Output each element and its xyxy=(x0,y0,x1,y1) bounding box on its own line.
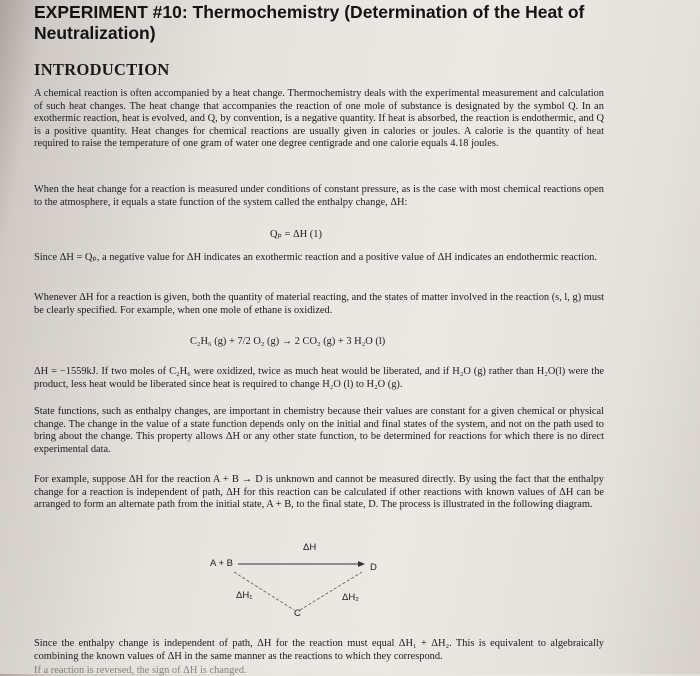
node-a-plus-b: A + B xyxy=(210,558,233,569)
paragraph-path-independence: Since the enthalpy change is independent of path, ΔH for the reaction must equal ΔH₁ + ΔH₂. This is equivalent to algebraically combining the known values of ΔH in the same manner as the reactions to which they correspond. xyxy=(34,638,604,662)
paragraph-heat-change: A chemical reaction is often accompanied by a heat change. Thermochemistry deals with the experimental measurement and calculation of such heat changes. The heat change that accompanies the reaction of one mole of substance is designated by the symbol Q. In an exothermic reaction, heat is evolved, and Q, by convention, is a negative quantity. If heat is absorbed, the reaction is endothermic, and Q is a positive quantity. Heat changes for chemical reactions are usually given in calories or joules. A calorie is the quantity of heat required to raise the temperature of one gram of water one degree centigrade and one calorie equals 4.18 joules. xyxy=(34,88,604,150)
direct-path-arrowhead xyxy=(358,561,365,567)
paragraph-ethane-example: ΔH = −1559kJ. If two moles of C₂H₆ were oxidized, twice as much heat would be liberated, and if H₂O (g) rather than H₂O(l) were the product, less heat would be liberated since heat is required to change H₂O (l) to H₂O (g). xyxy=(34,366,604,390)
delta-h1-label: ΔH₁ xyxy=(236,590,253,601)
path-from-c-line xyxy=(300,572,362,610)
section-heading: INTRODUCTION xyxy=(34,60,170,79)
paragraph-enthalpy: When the heat change for a reaction is measured under conditions of constant pressure, as is the case with most chemical reactions open to the atmosphere, it equals a state function of the system called the enthalpy change, ΔH: xyxy=(34,184,604,208)
node-d: D xyxy=(370,562,377,573)
paragraph-hess-example: For example, suppose ΔH for the reaction A + B → D is unknown and cannot be measured directly. By using the fact that the enthalpy change for a reaction is independent of path, ΔH for this reaction can be calculated if other reactions with known values of ΔH can be arranged to form an alternate path from the initial state, A + B, to the final state, D. The process is illustrated in the following diagram. xyxy=(34,474,604,511)
paragraph-state-functions: State functions, such as enthalpy changes, are important in chemistry because their values are constant for a given chemical or physical change. The change in the value of a state function depends only on the initial and final states of the system, and not on the path used to bring about the change. This property allows ΔH or any other state function, to be determined for reactions for which there is no direct experimental data. xyxy=(34,406,604,455)
document-title: EXPERIMENT #10: Thermochemistry (Determination of the Heat of Neutralization) xyxy=(34,2,585,43)
paragraph-reversed-reaction: If a reaction is reversed, the sign of ΔH is changed. xyxy=(34,665,247,676)
equation-1: Qₚ = ΔH (1) xyxy=(270,229,322,240)
delta-h2-label: ΔH₂ xyxy=(342,592,359,603)
equation-ethane-oxidation: C₂H₆ (g) + 7/2 O₂ (g) → 2 CO₂ (g) + 3 H₂O (l) xyxy=(190,336,386,347)
paragraph-sign-convention: Since ΔH = Qₚ, a negative value for ΔH indicates an exothermic reaction and a positive value of ΔH indicates an endothermic reaction. xyxy=(34,252,597,263)
delta-h-label: ΔH xyxy=(303,542,317,553)
node-c: C xyxy=(294,608,301,619)
paragraph-states-of-matter: Whenever ΔH for a reaction is given, both the quantity of material reacting, and the states of matter involved in the reaction (s, l, g) must be clearly specified. For example, when one mole of ethane is oxidized. xyxy=(34,292,604,316)
hess-law-diagram xyxy=(190,540,410,632)
